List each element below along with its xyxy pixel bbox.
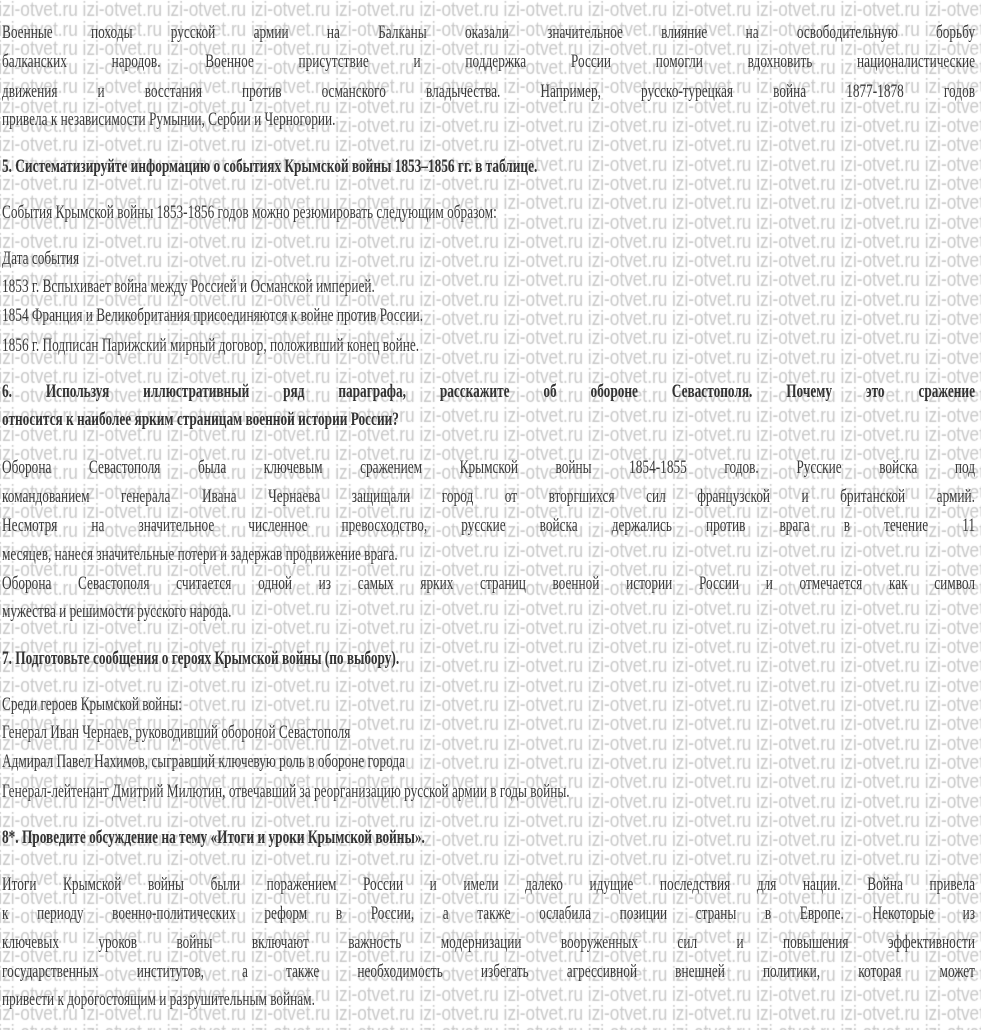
question-heading-line: 5. Систематизируйте информацию о событиях Крымской войны 1853–1856 гг. в таблице. xyxy=(2,156,538,177)
text-line: Оборона Севастополя была ключевым сражением Крымской войны 1854-1855 годов. Русские войска под xyxy=(2,457,975,478)
text-line: привести к дорогостоящим и разрушительным войнам. xyxy=(2,989,315,1010)
text-line: События Крымской войны 1853-1856 годов можно резюмировать следующим образом: xyxy=(2,202,497,223)
text-line: Среди героев Крымской войны: xyxy=(2,694,182,715)
text-line: Дата события xyxy=(2,248,80,269)
text-line: государственных институтов, а также необходимость избегать агрессивной внешней политики, которая может xyxy=(2,961,975,982)
text-line: Генерал Иван Чернаев, руководивший обороной Севастополя xyxy=(2,722,351,743)
text-line: Оборона Севастополя считается одной из самых ярких страниц военной истории России и отмечается как символ xyxy=(2,573,975,594)
text-line: Итоги Крымской войны были поражением России и имели далеко идущие последствия для нации. Война привела xyxy=(2,874,975,895)
text-line: мужества и решимости русского народа. xyxy=(2,601,232,622)
text-line: движения и восстания против османского владычества. Например, русско-турецкая война 1877-1878 годов xyxy=(2,81,975,102)
text-line: 1853 г. Вспыхивает война между Россией и Османской империей. xyxy=(2,276,375,297)
question-heading-line: относится к наиболее ярким страницам военной истории России? xyxy=(2,409,399,430)
text-line: к периоду военно-политических реформ в России, а также ослабила позиции страны в Европе. Некоторые из xyxy=(2,903,975,924)
text-line: Несмотря на значительное численное превосходство, русские войска держались против врага в течение 11 xyxy=(2,515,975,536)
text-line: Генерал-лейтенант Дмитрий Милютин, отвечавший за реорганизацию русской армии в годы войны. xyxy=(2,781,570,802)
text-line: Военные походы русской армии на Балканы оказали значительное влияние на освободительную борьбу xyxy=(2,22,975,43)
text-line: 1856 г. Подписан Парижский мирный договор, положивший конец войне. xyxy=(2,335,420,356)
text-line: месяцев, нанеся значительные потери и задержав продвижение врага. xyxy=(2,544,398,565)
text-line: балканских народов. Военное присутствие и поддержка России помогли вдохновить националистические xyxy=(2,51,975,72)
text-line: Адмирал Павел Нахимов, сыгравший ключевую роль в обороне города xyxy=(2,751,406,772)
text-line: ключевых уроков войны включают важность модернизации вооруженных сил и повышения эффективности xyxy=(2,932,975,953)
text-line: 1854 Франция и Великобритания присоединяются к войне против России. xyxy=(2,305,424,326)
text-line: привела к независимости Румынии, Сербии и Черногории. xyxy=(2,109,336,130)
question-heading-line: 6. Используя иллюстративный ряд параграфа, расскажите об обороне Севастополя. Почему это сражение xyxy=(2,381,975,402)
text-line: командованием генерала Ивана Чернаева защищали город от вторгшихся сил французской и британской армий. xyxy=(2,486,975,507)
question-heading-line: 7. Подготовьте сообщения о героях Крымской войны (по выбору). xyxy=(2,648,400,669)
question-heading-line: 8*. Проведите обсуждение на тему «Итоги и уроки Крымской войны». xyxy=(2,827,425,848)
